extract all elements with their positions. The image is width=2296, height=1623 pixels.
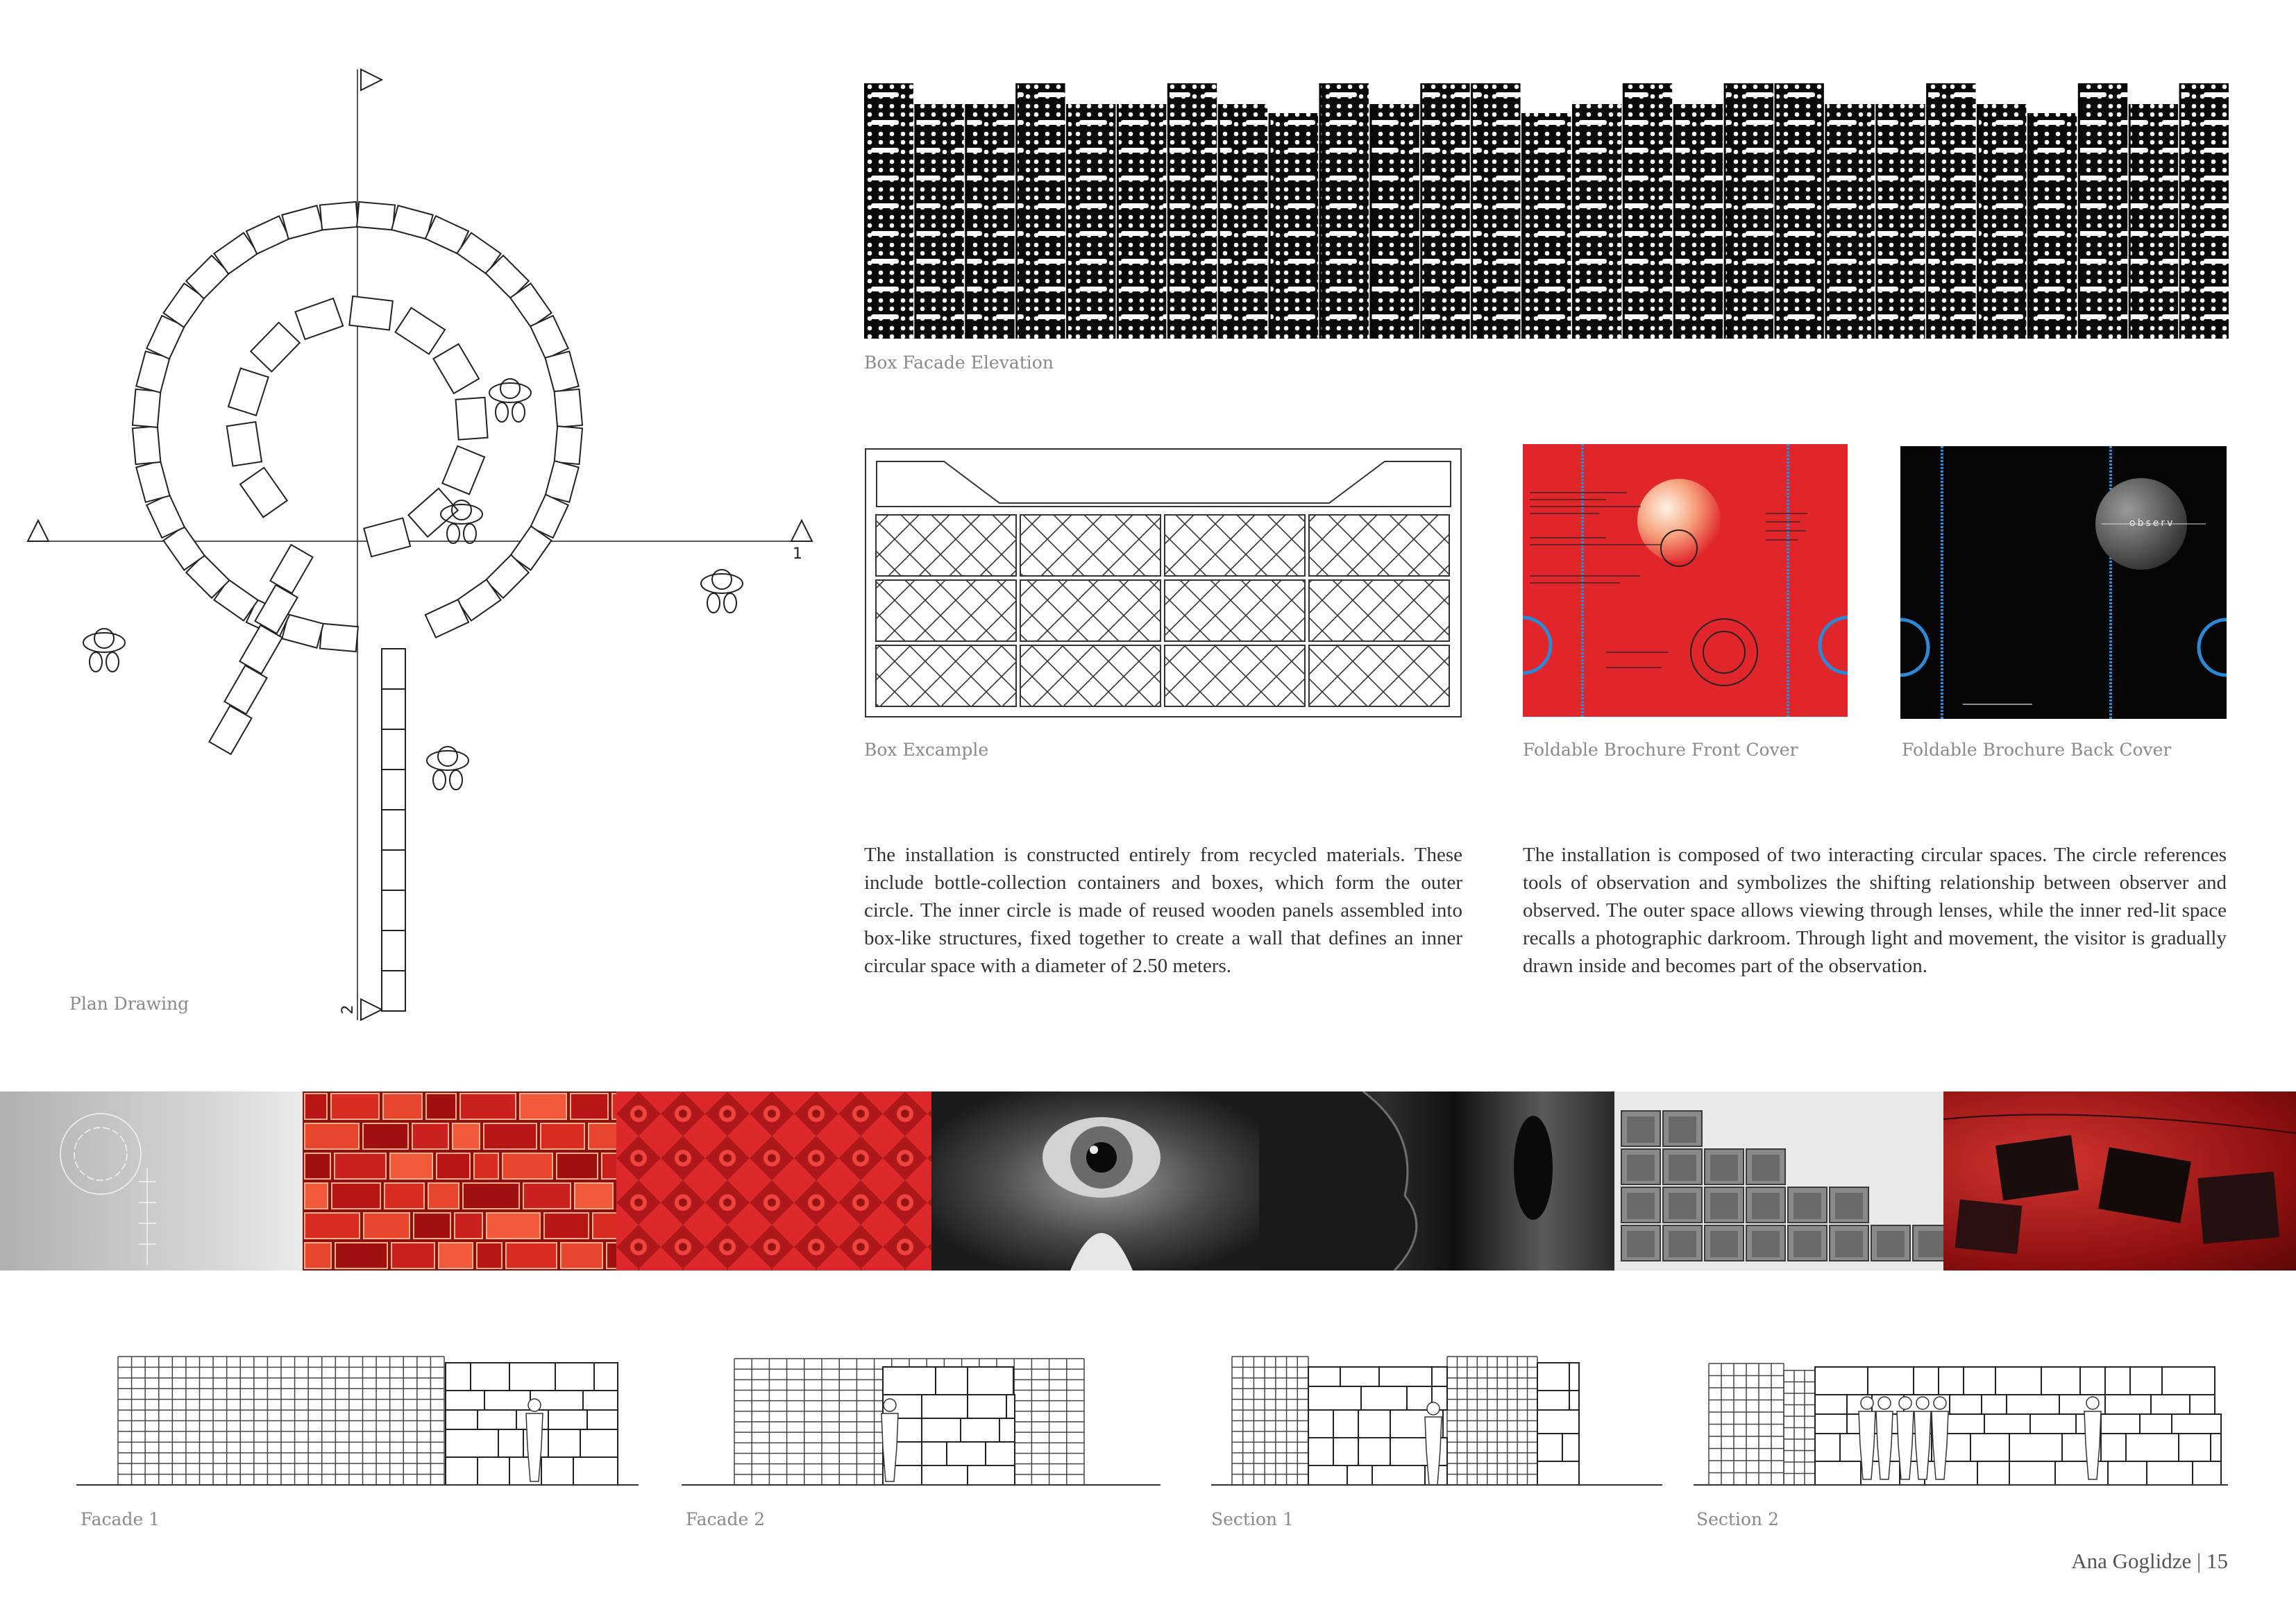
photo-red-crate-closeup <box>616 1091 931 1271</box>
photo-red-darkroom <box>1943 1091 2296 1271</box>
author-name: Ana Goglidze <box>2071 1549 2192 1573</box>
plan-caption: Plan Drawing <box>69 994 189 1014</box>
page-footer <box>2071 1549 2228 1574</box>
brochure-back-cover <box>1900 446 2227 719</box>
photo-grey-boxes <box>1614 1091 1943 1271</box>
facade-2-caption: Facade 2 <box>686 1509 766 1529</box>
facade-1-caption: Facade 1 <box>81 1509 160 1529</box>
section-1-drawing <box>1211 1346 1662 1499</box>
axis-2-label: 2 <box>339 1005 357 1014</box>
box-facade-elevation <box>864 82 2230 339</box>
footer-separator: | <box>2197 1549 2206 1573</box>
section-2-caption: Section 2 <box>1696 1509 1779 1529</box>
plan-drawing <box>21 62 826 1034</box>
photo-eye-closeup <box>931 1091 1259 1271</box>
brochure-front-cover <box>1523 444 1848 717</box>
description-left: The installation is constructed entirely from recycled materials. These include bottle-collection containers and boxes, which form the outer circle. The inner circle is made of reused wooden panels assembled into box-like structures, fixed together to create a wall that defines an inner circular space with a diameter of 2.50 meters. <box>864 844 1462 977</box>
brochure-back-text: observ <box>2129 518 2175 529</box>
photo-face-and-lens <box>1259 1091 1614 1271</box>
facade-1-drawing <box>76 1346 639 1499</box>
page-number: 15 <box>2206 1549 2228 1573</box>
axis-1-label: 1 <box>793 545 802 563</box>
box-example-caption: Box Excample <box>864 740 989 760</box>
photo-plan-render <box>0 1091 303 1271</box>
box-example-drawing <box>864 448 1462 718</box>
section-1-caption: Section 1 <box>1211 1509 1294 1529</box>
description-right: The installation is composed of two interacting circular spaces. The circle references tools of observation and symbolizes the shifting relationship between observer and observed. The outer space allows viewing through lenses, while the inner red-lit space recalls a photographic darkroom. Through light and movement, the visitor is gradually drawn inside and becomes part of the observation. <box>1523 844 2227 977</box>
brochure-back-caption: Foldable Brochure Back Cover <box>1902 740 2172 760</box>
facade-2-drawing <box>682 1346 1160 1499</box>
photo-red-boxes-shelves <box>303 1091 616 1271</box>
section-2-drawing <box>1694 1346 2228 1499</box>
facade-elevation-caption: Box Facade Elevation <box>864 352 1054 373</box>
brochure-front-caption: Foldable Brochure Front Cover <box>1523 740 1798 760</box>
